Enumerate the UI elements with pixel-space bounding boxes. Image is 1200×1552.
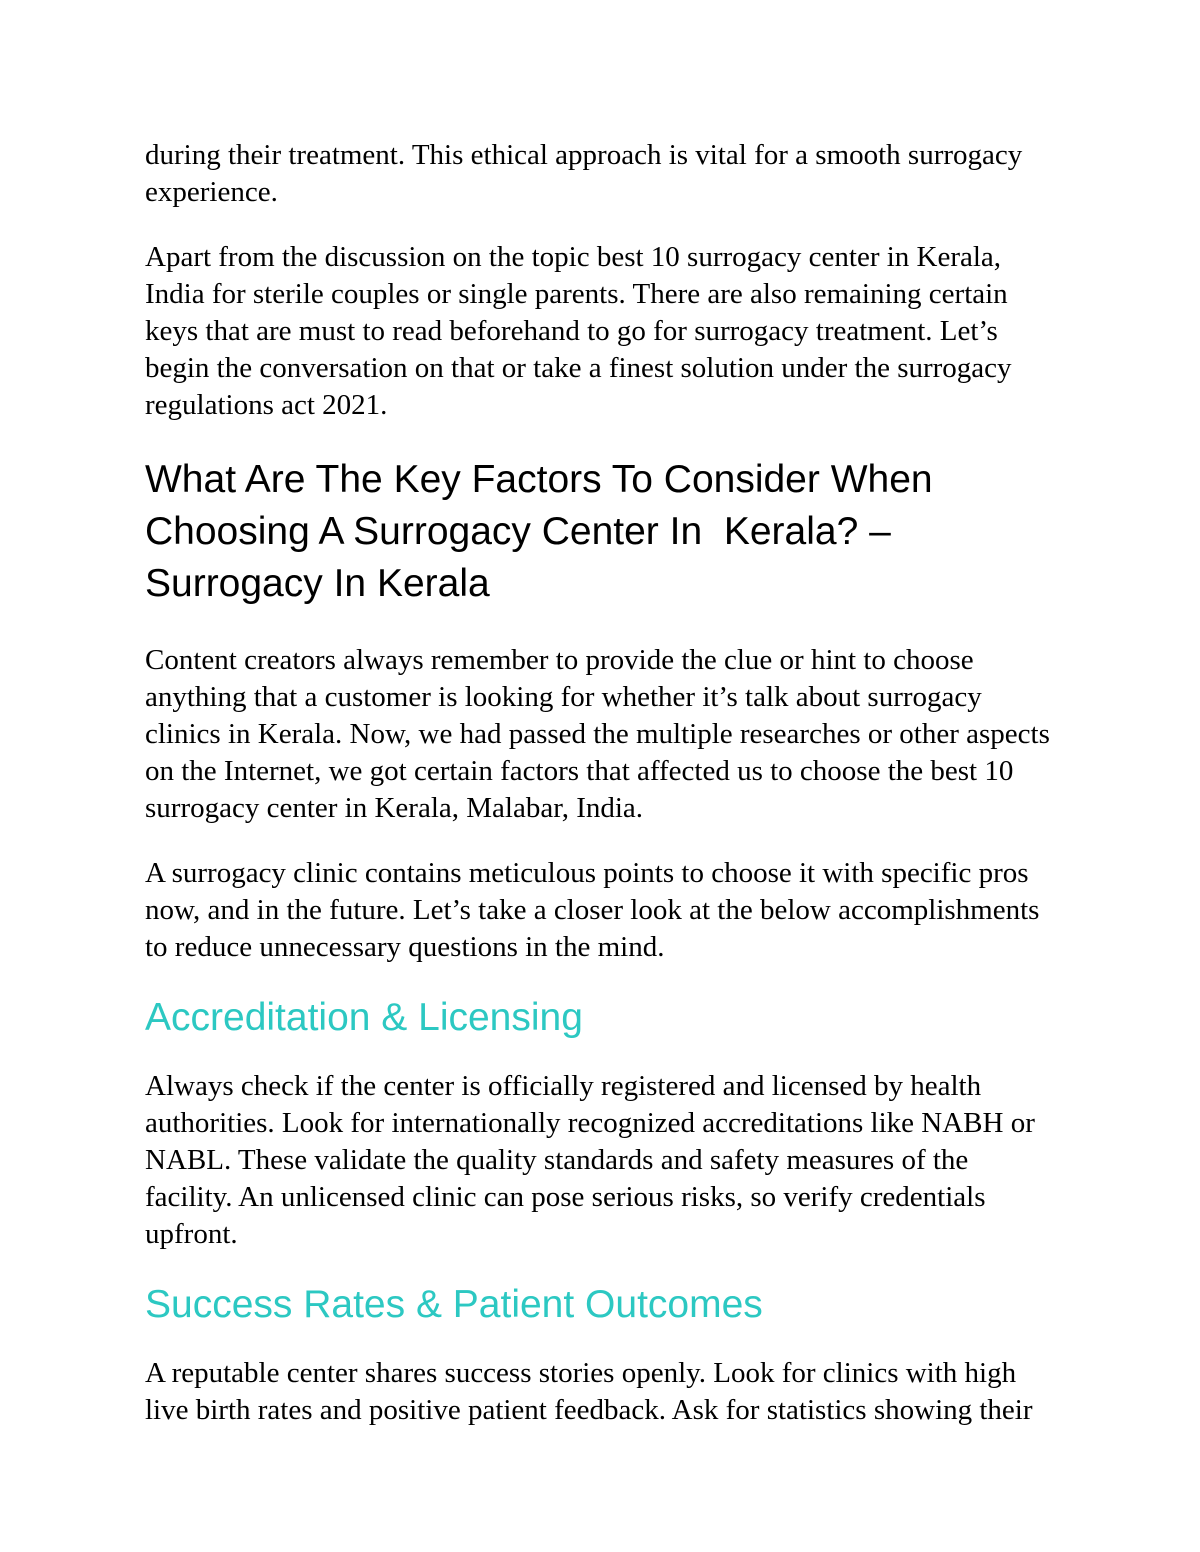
paragraph-surrogacy-clinic-points: A surrogacy clinic contains meticulous points to choose it with specific pros now, and in the future. Let’s take a closer look at the below accomplishments to reduce unnecessary questions in the mind. <box>145 857 1040 963</box>
heading-success-rates-outcomes: Success Rates & Patient Outcomes <box>145 1283 763 1326</box>
paragraph-always-check-center: Always check if the center is officially registered and licensed by health authorities. Look for internationally recognized accreditations like NABH or NABL. These validate the quality standards and safety measures of the facility. An unlicensed clinic can pose serious risks, so verify credentials upfront. <box>145 1070 1035 1250</box>
paragraph-ethical-approach: during their treatment. This ethical approach is vital for a smooth surrogacy experience. <box>145 139 1023 208</box>
paragraph-apart-from-discussion: Apart from the discussion on the topic best 10 surrogacy center in Kerala, India for sterile couples or single parents. There are also remaining certain keys that are must to read beforehand to go for surrogacy treatment. Let’s begin the conversation on that or take a finest solution under the surrogacy regulations act 2021. <box>145 241 1012 421</box>
heading-accreditation-licensing: Accreditation & Licensing <box>145 996 583 1039</box>
heading-key-factors: What Are The Key Factors To Consider When Choosing A Surrogacy Center In Kerala? – Surrogacy In Kerala <box>145 458 944 605</box>
document-content <box>145 137 1062 1429</box>
paragraph-reputable-center: A reputable center shares success stories openly. Look for clinics with high live birth rates and positive patient feedback. Ask for statistics showing their <box>145 1357 1033 1426</box>
paragraph-content-creators: Content creators always remember to provide the clue or hint to choose anything that a customer is looking for whether it’s talk about surrogacy clinics in Kerala. Now, we had passed the multiple researches or other aspects on the Internet, we got certain factors that affected us to choose the best 10 surrogacy center in Kerala, Malabar, India. <box>145 644 1050 824</box>
